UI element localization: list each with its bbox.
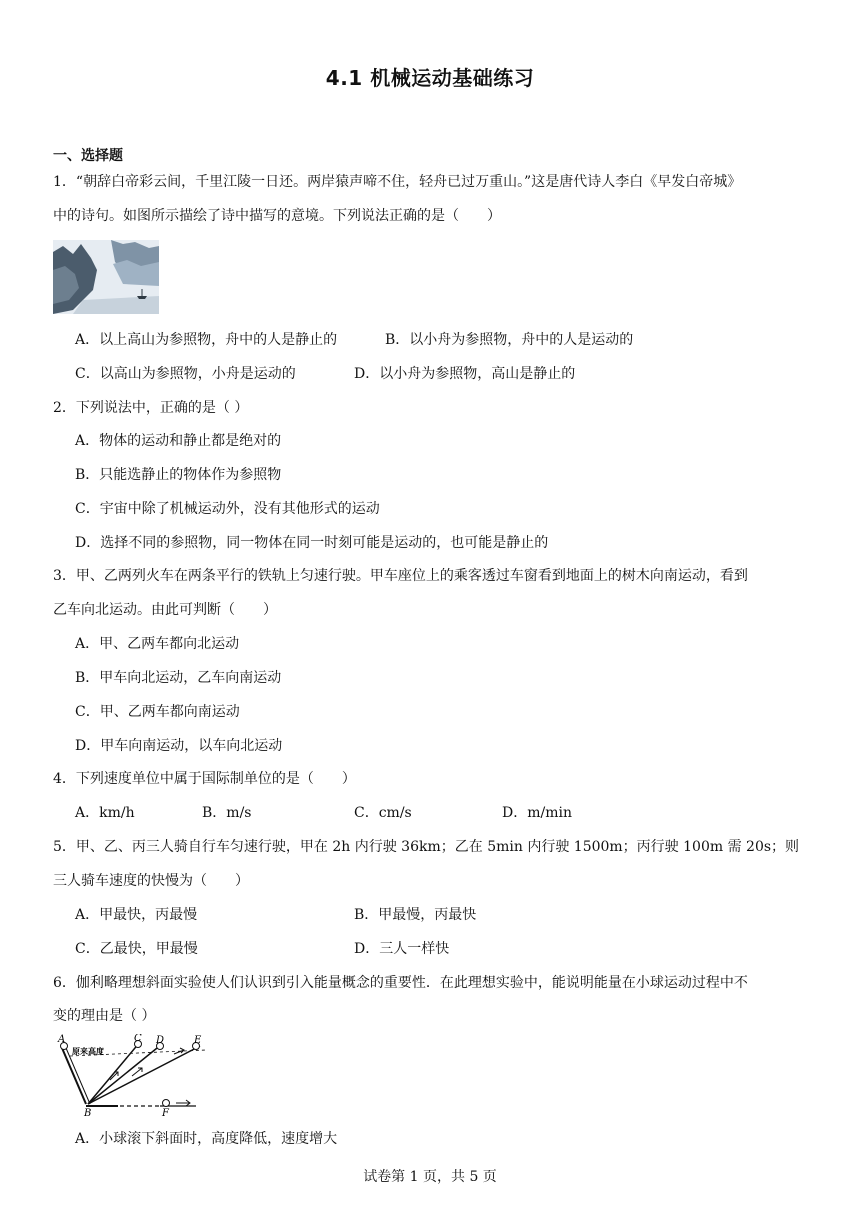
q5-option-a: A．甲最快，丙最慢 xyxy=(75,907,198,923)
q6-label-e: E xyxy=(194,1035,202,1046)
q6-label-d: D xyxy=(156,1035,165,1046)
q4-option-a: A．km/h xyxy=(75,805,135,821)
q6-label-c: C xyxy=(134,1034,142,1044)
q5-option-b: B．甲最慢，丙最快 xyxy=(354,907,477,923)
page-title: 4.1 机械运动基础练习 xyxy=(325,66,535,90)
q1-option-c: C．以高山为参照物，小舟是运动的 xyxy=(75,366,296,382)
q5-option-d: D．三人一样快 xyxy=(354,941,450,957)
q2-stem: 2．下列说法中，正确的是（ ） xyxy=(53,400,249,416)
q3-option-d: D．甲车向南运动，以车向北运动 xyxy=(75,738,283,754)
q3-option-a: A．甲、乙两车都向北运动 xyxy=(75,636,240,652)
q6-label-b: B xyxy=(84,1108,92,1116)
q1-option-a: A．以上高山为参照物，舟中的人是静止的 xyxy=(75,332,338,348)
q2-option-d: D．选择不同的参照物，同一物体在同一时刻可能是运动的，也可能是静止的 xyxy=(75,535,549,551)
q2-option-b: B．只能选静止的物体作为参照物 xyxy=(75,467,282,483)
q6-incline-diagram xyxy=(56,1034,220,1116)
q4-option-c: C．cm/s xyxy=(354,805,412,821)
q6-option-a: A．小球滚下斜面时，高度降低，速度增大 xyxy=(75,1131,338,1147)
q1-stem-line2: 中的诗句。如图所示描绘了诗中描写的意境。下列说法正确的是（ ） xyxy=(53,208,501,224)
q5-option-c: C．乙最快，甲最慢 xyxy=(75,941,198,957)
q1-option-b: B．以小舟为参照物，舟中的人是运动的 xyxy=(385,332,634,348)
q3-option-b: B．甲车向北运动，乙车向南运动 xyxy=(75,670,282,686)
section-heading: 一、选择题 xyxy=(53,148,123,164)
q3-stem-line2: 乙车向北运动。由此可判断（ ） xyxy=(53,602,277,618)
q2-option-a: A．物体的运动和静止都是绝对的 xyxy=(75,433,282,449)
q4-stem: 4．下列速度单位中属于国际制单位的是（ ） xyxy=(53,771,356,787)
page-footer: 试卷第 1 页，共 5 页 xyxy=(363,1169,497,1185)
q6-label-a: A xyxy=(58,1034,66,1045)
q3-stem-line1: 3．甲、乙两列火车在两条平行的铁轨上匀速行驶。甲车座位上的乘客透过车窗看到地面上的树木向南运动，看到 xyxy=(53,568,748,584)
q4-option-b: B．m/s xyxy=(202,805,252,821)
q2-option-c: C．宇宙中除了机械运动外，没有其他形式的运动 xyxy=(75,501,380,517)
q6-stem-line1: 6．伽利略理想斜面实验使人们认识到引入能量概念的重要性．在此理想实验中，能说明能量在小球运动过程中不 xyxy=(53,975,748,991)
q6-label-f: F xyxy=(162,1108,169,1116)
q1-option-d: D．以小舟为参照物，高山是静止的 xyxy=(354,366,576,382)
q4-option-d: D．m/min xyxy=(502,805,572,821)
q5-stem-line2: 三人骑车速度的快慢为（ ） xyxy=(53,873,249,889)
q1-landscape-painting xyxy=(53,240,159,314)
q6-label-original-height: 原来高度 xyxy=(72,1047,104,1056)
q1-stem-line1: 1．“朝辞白帝彩云间，千里江陵一日还。两岸猿声啼不住，轻舟已过万重山。”这是唐代诗人李白《早发白帝城》 xyxy=(53,174,742,190)
q6-stem-line2: 变的理由是（ ） xyxy=(53,1008,156,1024)
q5-stem-line1: 5．甲、乙、丙三人骑自行车匀速行驶，甲在 2h 内行驶 36km；乙在 5min 内行驶 1500m；丙行驶 100m 需 20s；则 xyxy=(53,839,800,855)
q3-option-c: C．甲、乙两车都向南运动 xyxy=(75,704,240,720)
